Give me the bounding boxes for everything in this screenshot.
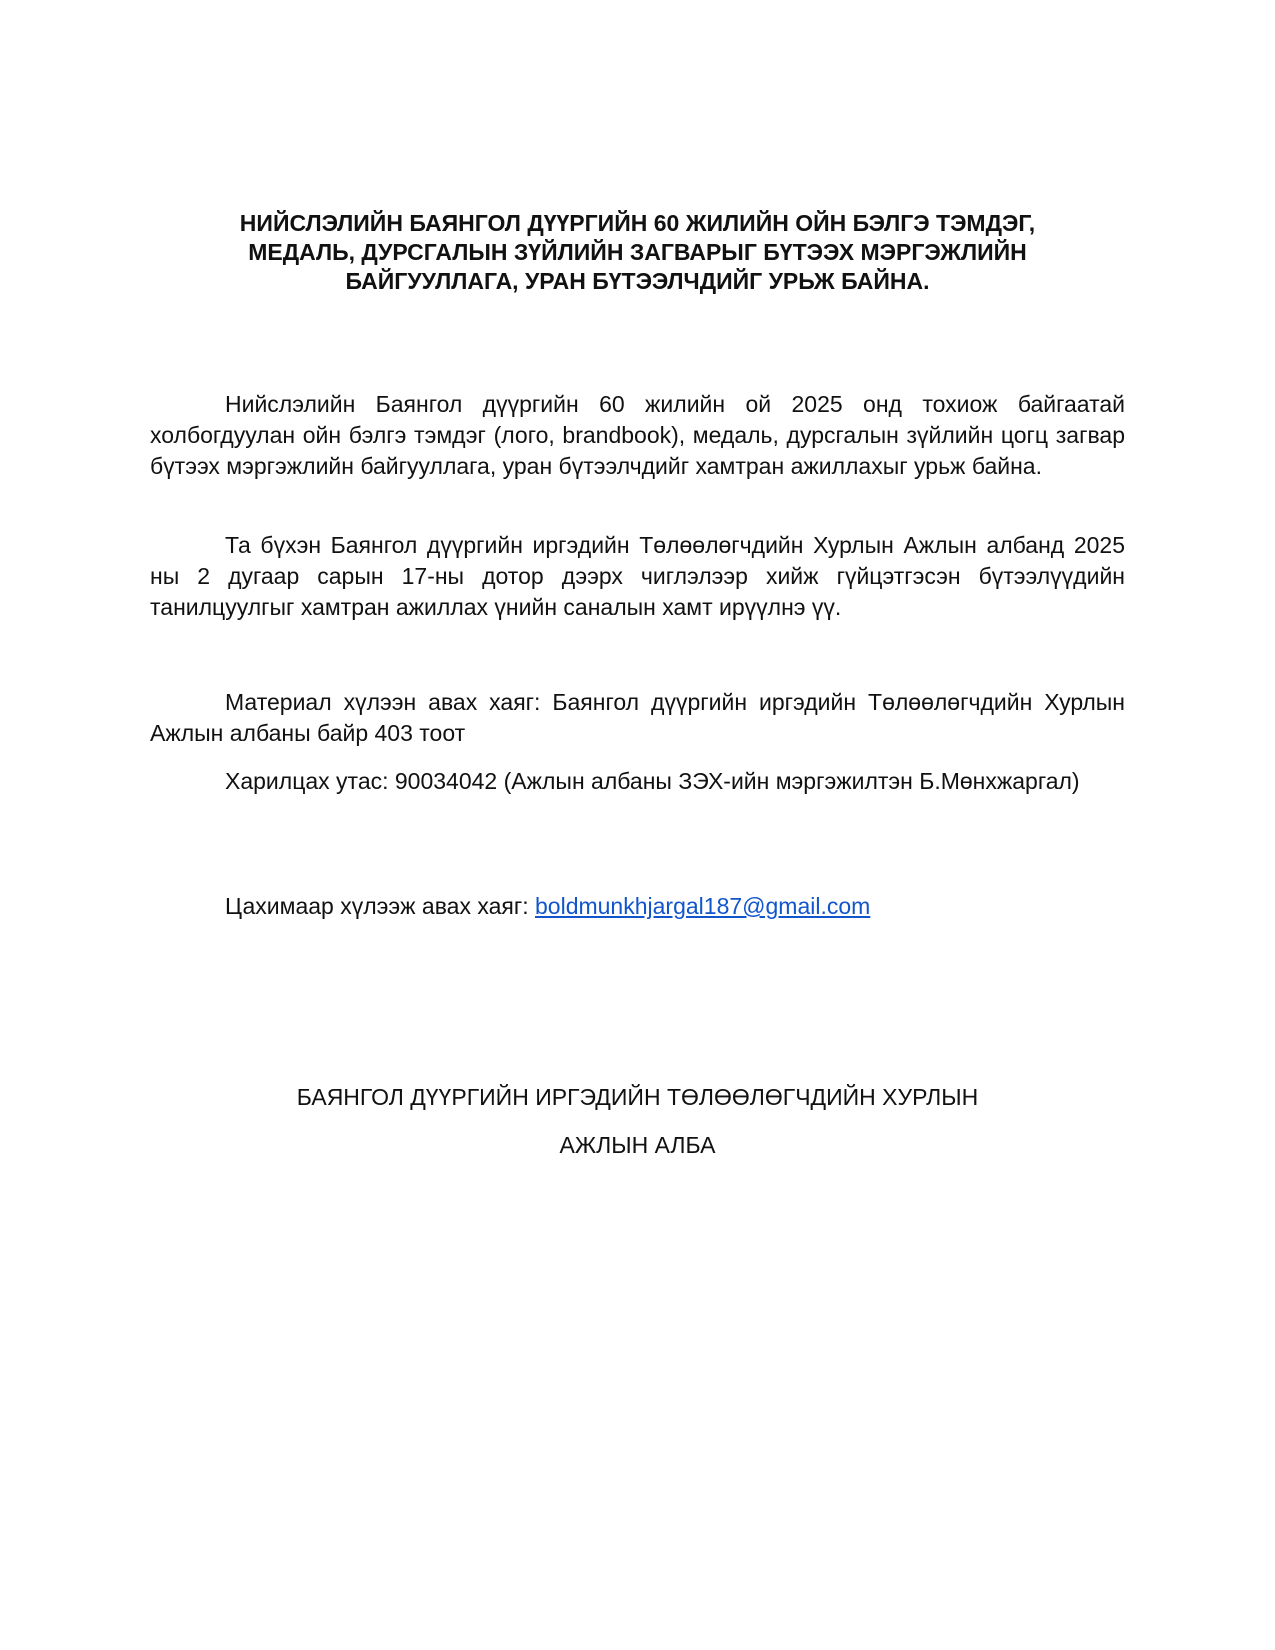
title-line-2: МЕДАЛЬ, ДУРСГАЛЫН ЗҮЙЛИЙН ЗАГВАРЫГ БҮТЭЭХ МЭРГЭЖЛИЙН (248, 239, 1027, 265)
title-line-3: БАЙГУУЛЛАГА, УРАН БҮТЭЭЛЧДИЙГ УРЬЖ БАЙНА. (345, 268, 930, 294)
signature-office: АЖЛЫН АЛБА (559, 1132, 716, 1158)
title-line-1: НИЙСЛЭЛИЙН БАЯНГОЛ ДҮҮРГИЙН 60 ЖИЛИЙН ОЙН БЭЛГЭ ТЭМДЭГ, (239, 210, 1036, 236)
email-paragraph (225, 891, 870, 922)
invitation-paragraph: Нийслэлийн Баянгол дүүргийн 60 жилийн ой 2025 онд тохиож байгаатай холбогдуулан ойн бэлгэ тэмдэг (лого, brandbook), медаль, дурсгалын зүйлийн цогц загвар бүтээх мэргэжлийн байгууллага, уран бүтээлчдийг хамтран ажиллахыг урьж байна. (150, 391, 1125, 479)
address-paragraph: Материал хүлээн авах хаяг: Баянгол дүүргийн иргэдийн Төлөөлөгчдийн Хурлын Ажлын албаны байр 403 тоот (150, 689, 1125, 746)
signature-organization: БАЯНГОЛ ДҮҮРГИЙН ИРГЭДИЙН ТӨЛӨӨЛӨГЧДИЙН ХУРЛЫН (296, 1084, 979, 1110)
email-link[interactable]: boldmunkhjargal187@gmail.com (535, 893, 871, 919)
phone-paragraph: Харилцах утас: 90034042 (Ажлын албаны ЗЭХ-ийн мэргэжилтэн Б.Мөнхжаргал) (225, 768, 1080, 794)
submission-paragraph: Та бүхэн Баянгол дүүргийн иргэдийн Төлөөлөгчдийн Хурлын Ажлын албанд 2025 ны 2 дугаар сарын 17-ны дотор дээрх чиглэлээр хийж гүйцэтгэсэн бүтээлүүдийн танилцуулгыг хамтран ажиллах үнийн саналын хамт ирүүлнэ үү. (150, 532, 1125, 620)
document-title (150, 209, 1125, 296)
email-label: Цахимаар хүлээж авах хаяг: (225, 893, 535, 919)
